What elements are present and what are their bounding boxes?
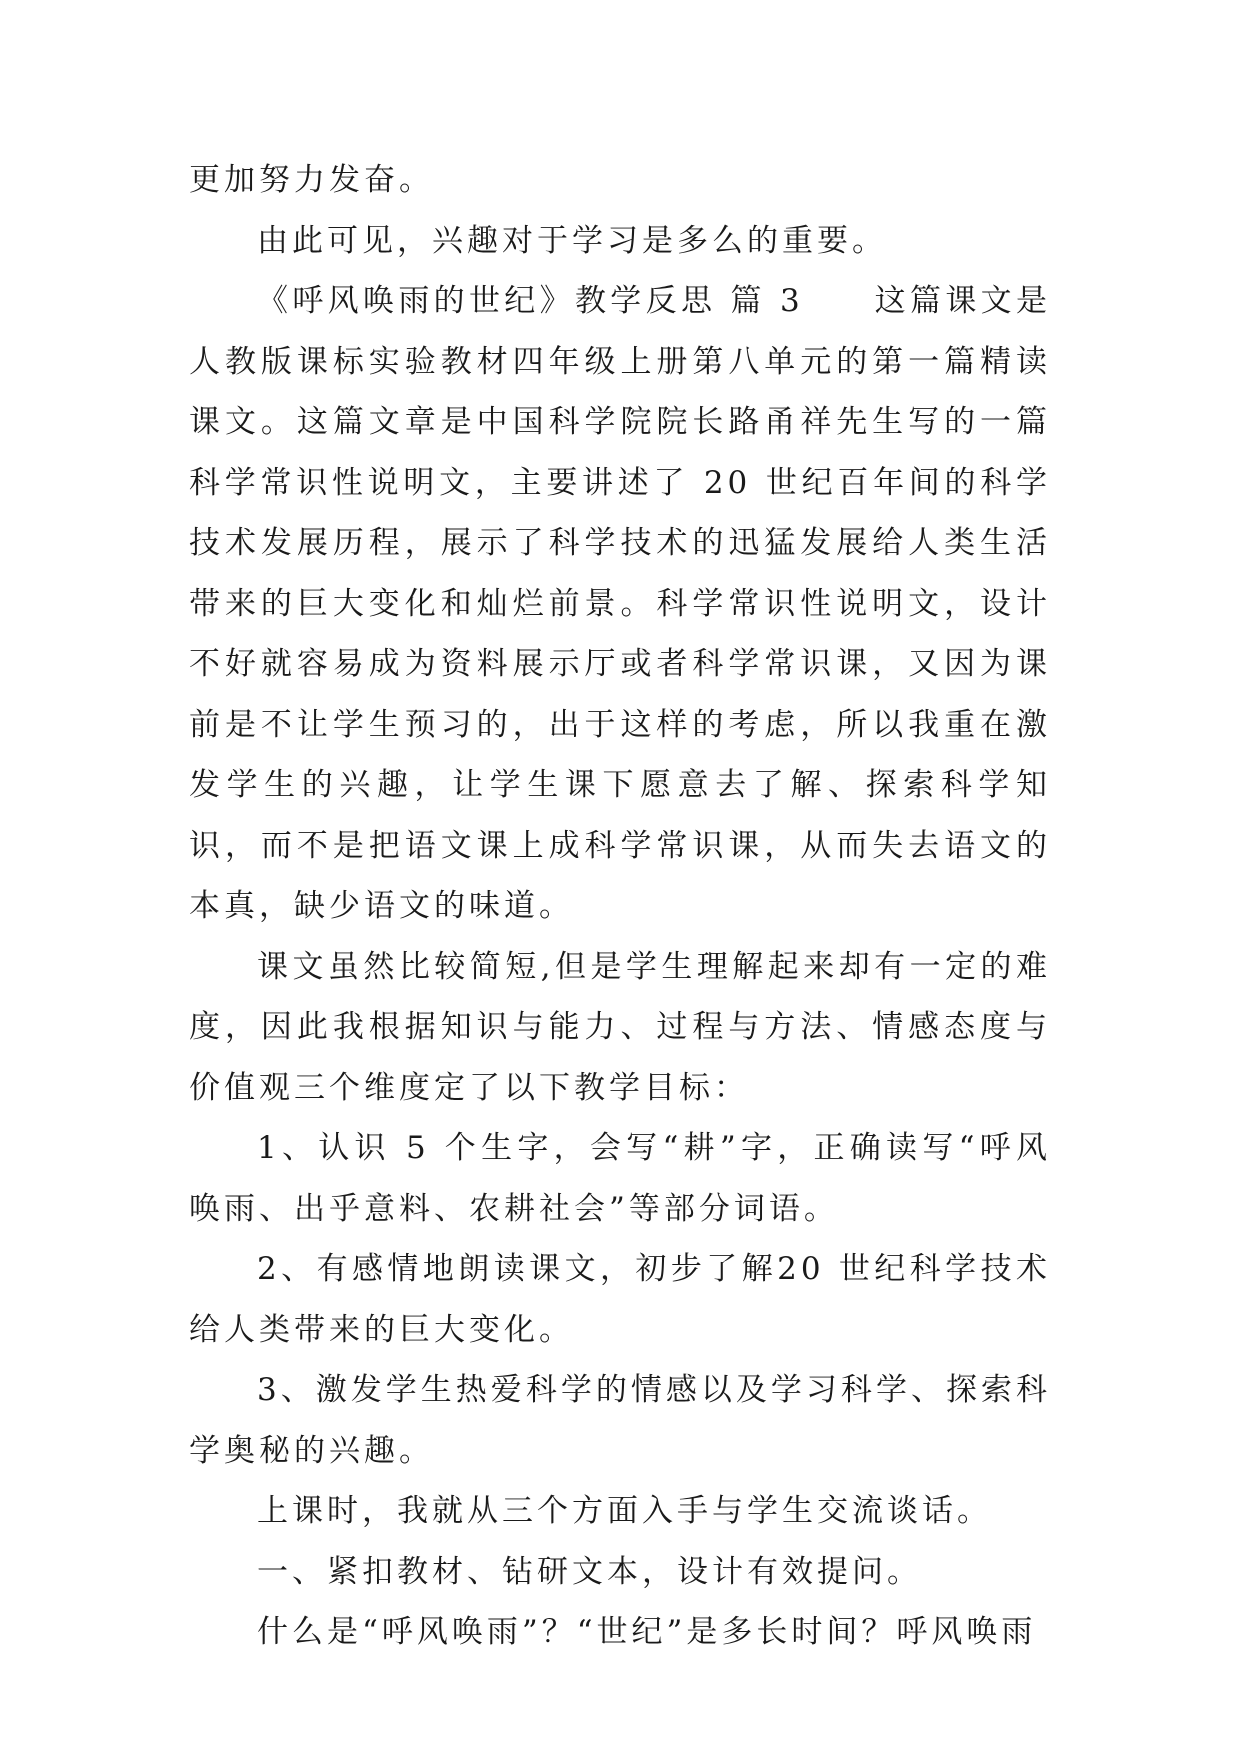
paragraph-6: 2、有感情地朗读课文，初步了解20 世纪科学技术给人类带来的巨大变化。	[189, 1251, 1051, 1348]
paragraph-5: 1、认识 5 个生字，会写“耕”字，正确读写“呼风唤雨、出乎意料、农耕社会”等部分词语。	[189, 1130, 1051, 1227]
paragraph-9: 一、紧扣教材、钻研文本，设计有效提问。	[257, 1553, 922, 1590]
paragraph-8: 上课时，我就从三个方面入手与学生交流谈话。	[257, 1493, 992, 1529]
paragraph-10: 什么是“呼风唤雨”？“世纪”是多长时间？呼风唤雨	[257, 1614, 1037, 1650]
paragraph-4: 课文虽然比较简短,但是学生理解起来却有一定的难度，因此我根据知识与能力、过程与方法、情感态度与价值观三个维度定了以下教学目标：	[189, 948, 1051, 1106]
paragraph-1: 更加努力发奋。	[189, 162, 434, 198]
paragraph-3: 《呼风唤雨的世纪》教学反思 篇 3 这篇课文是人教版课标实验教材四年级上册第八单元的第一篇精读课文。这篇文章是中国科学院院长路甬祥先生写的一篇科学常识性说明文，主要讲述了 20 世纪百年间的科学技术发展历程，展示了科学技术的迅猛发展给人类生活带来的巨大变化和灿烂前景。科学常识性说明文，设计不好就容易成为资料展示厅或者科学常识课，又因为课前是不让学生预习的，出于这样的考虑，所以我重在激发学生的兴趣，让学生课下愿意去了解、探索科学知识，而不是把语文课上成科学常识课，从而失去语文的本真，缺少语文的味道。	[189, 283, 1051, 924]
paragraph-7: 3、激发学生热爱科学的情感以及学习科学、探索科学奥秘的兴趣。	[189, 1372, 1051, 1469]
document-page	[189, 150, 1051, 1663]
paragraph-2: 由此可见，兴趣对于学习是多么的重要。	[257, 222, 887, 259]
